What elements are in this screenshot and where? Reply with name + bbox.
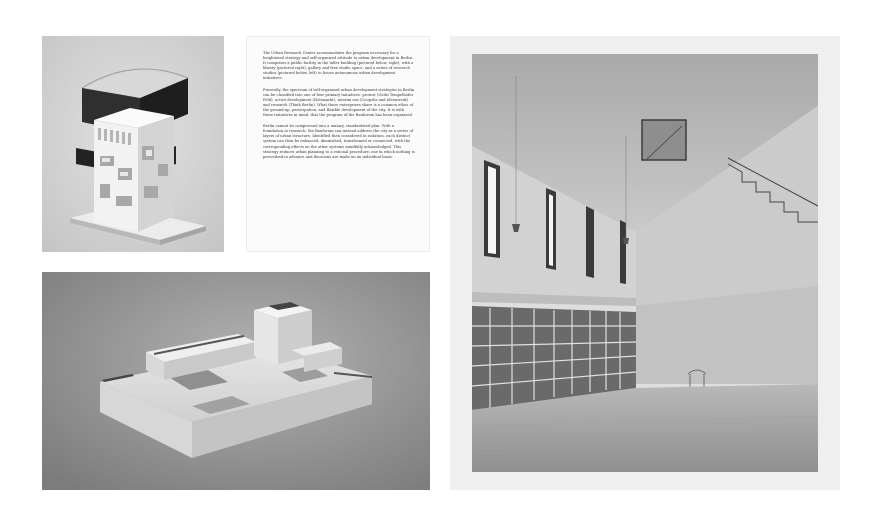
tower-model-photo [42, 36, 224, 252]
description-paragraph-2: Presently, the spectrum of self-organized urban development strategies in Berlin can be classified into one of four primary initiatives: protest (Gorki Tempelhofer Feld), active development (Holzmarkt), interim use (Coopolis and Ideenwerk) and research (Think Berlin). What these enterprises share is a common ethos of the ground-up, participation, and flexible development of the city. It is with these initiatives in mind, that the program of the Bauforum has been organized. [263, 87, 415, 118]
description-paragraph-3: Berlin cannot be compressed into a unitary, standardized plan. With a foundation in research, the Bauforum can instead address the city as a series of layers of urban structure. Identified then considered in isolation, each distinct system can then be enhanced, diminished, transformed or connected, with the corresponding effects on the other systems mindfully acknowledged. This strategy reduces urban planning to a rational procedure, one in which nothing is prescribed in advance and decisions are made on an individual basis. [263, 124, 415, 159]
description-text-card [246, 36, 430, 252]
library-interior-drawing [450, 36, 840, 490]
description-paragraph-1: The Urban Research Center accommodates the program necessary for a heightened strategy and self-organized attitude to urban development in Berlin. It comprises a public facility in the taller building (pictured below, right), with a library (pictured right), gallery and free studio space, and a series of research studios (pictured below, left) to house autonomous urban development initiatives. [263, 51, 414, 81]
site-model-graphic [42, 272, 430, 490]
site-model-photo [42, 272, 430, 490]
tower-model-graphic [42, 36, 224, 252]
library-interior-graphic [450, 36, 840, 490]
